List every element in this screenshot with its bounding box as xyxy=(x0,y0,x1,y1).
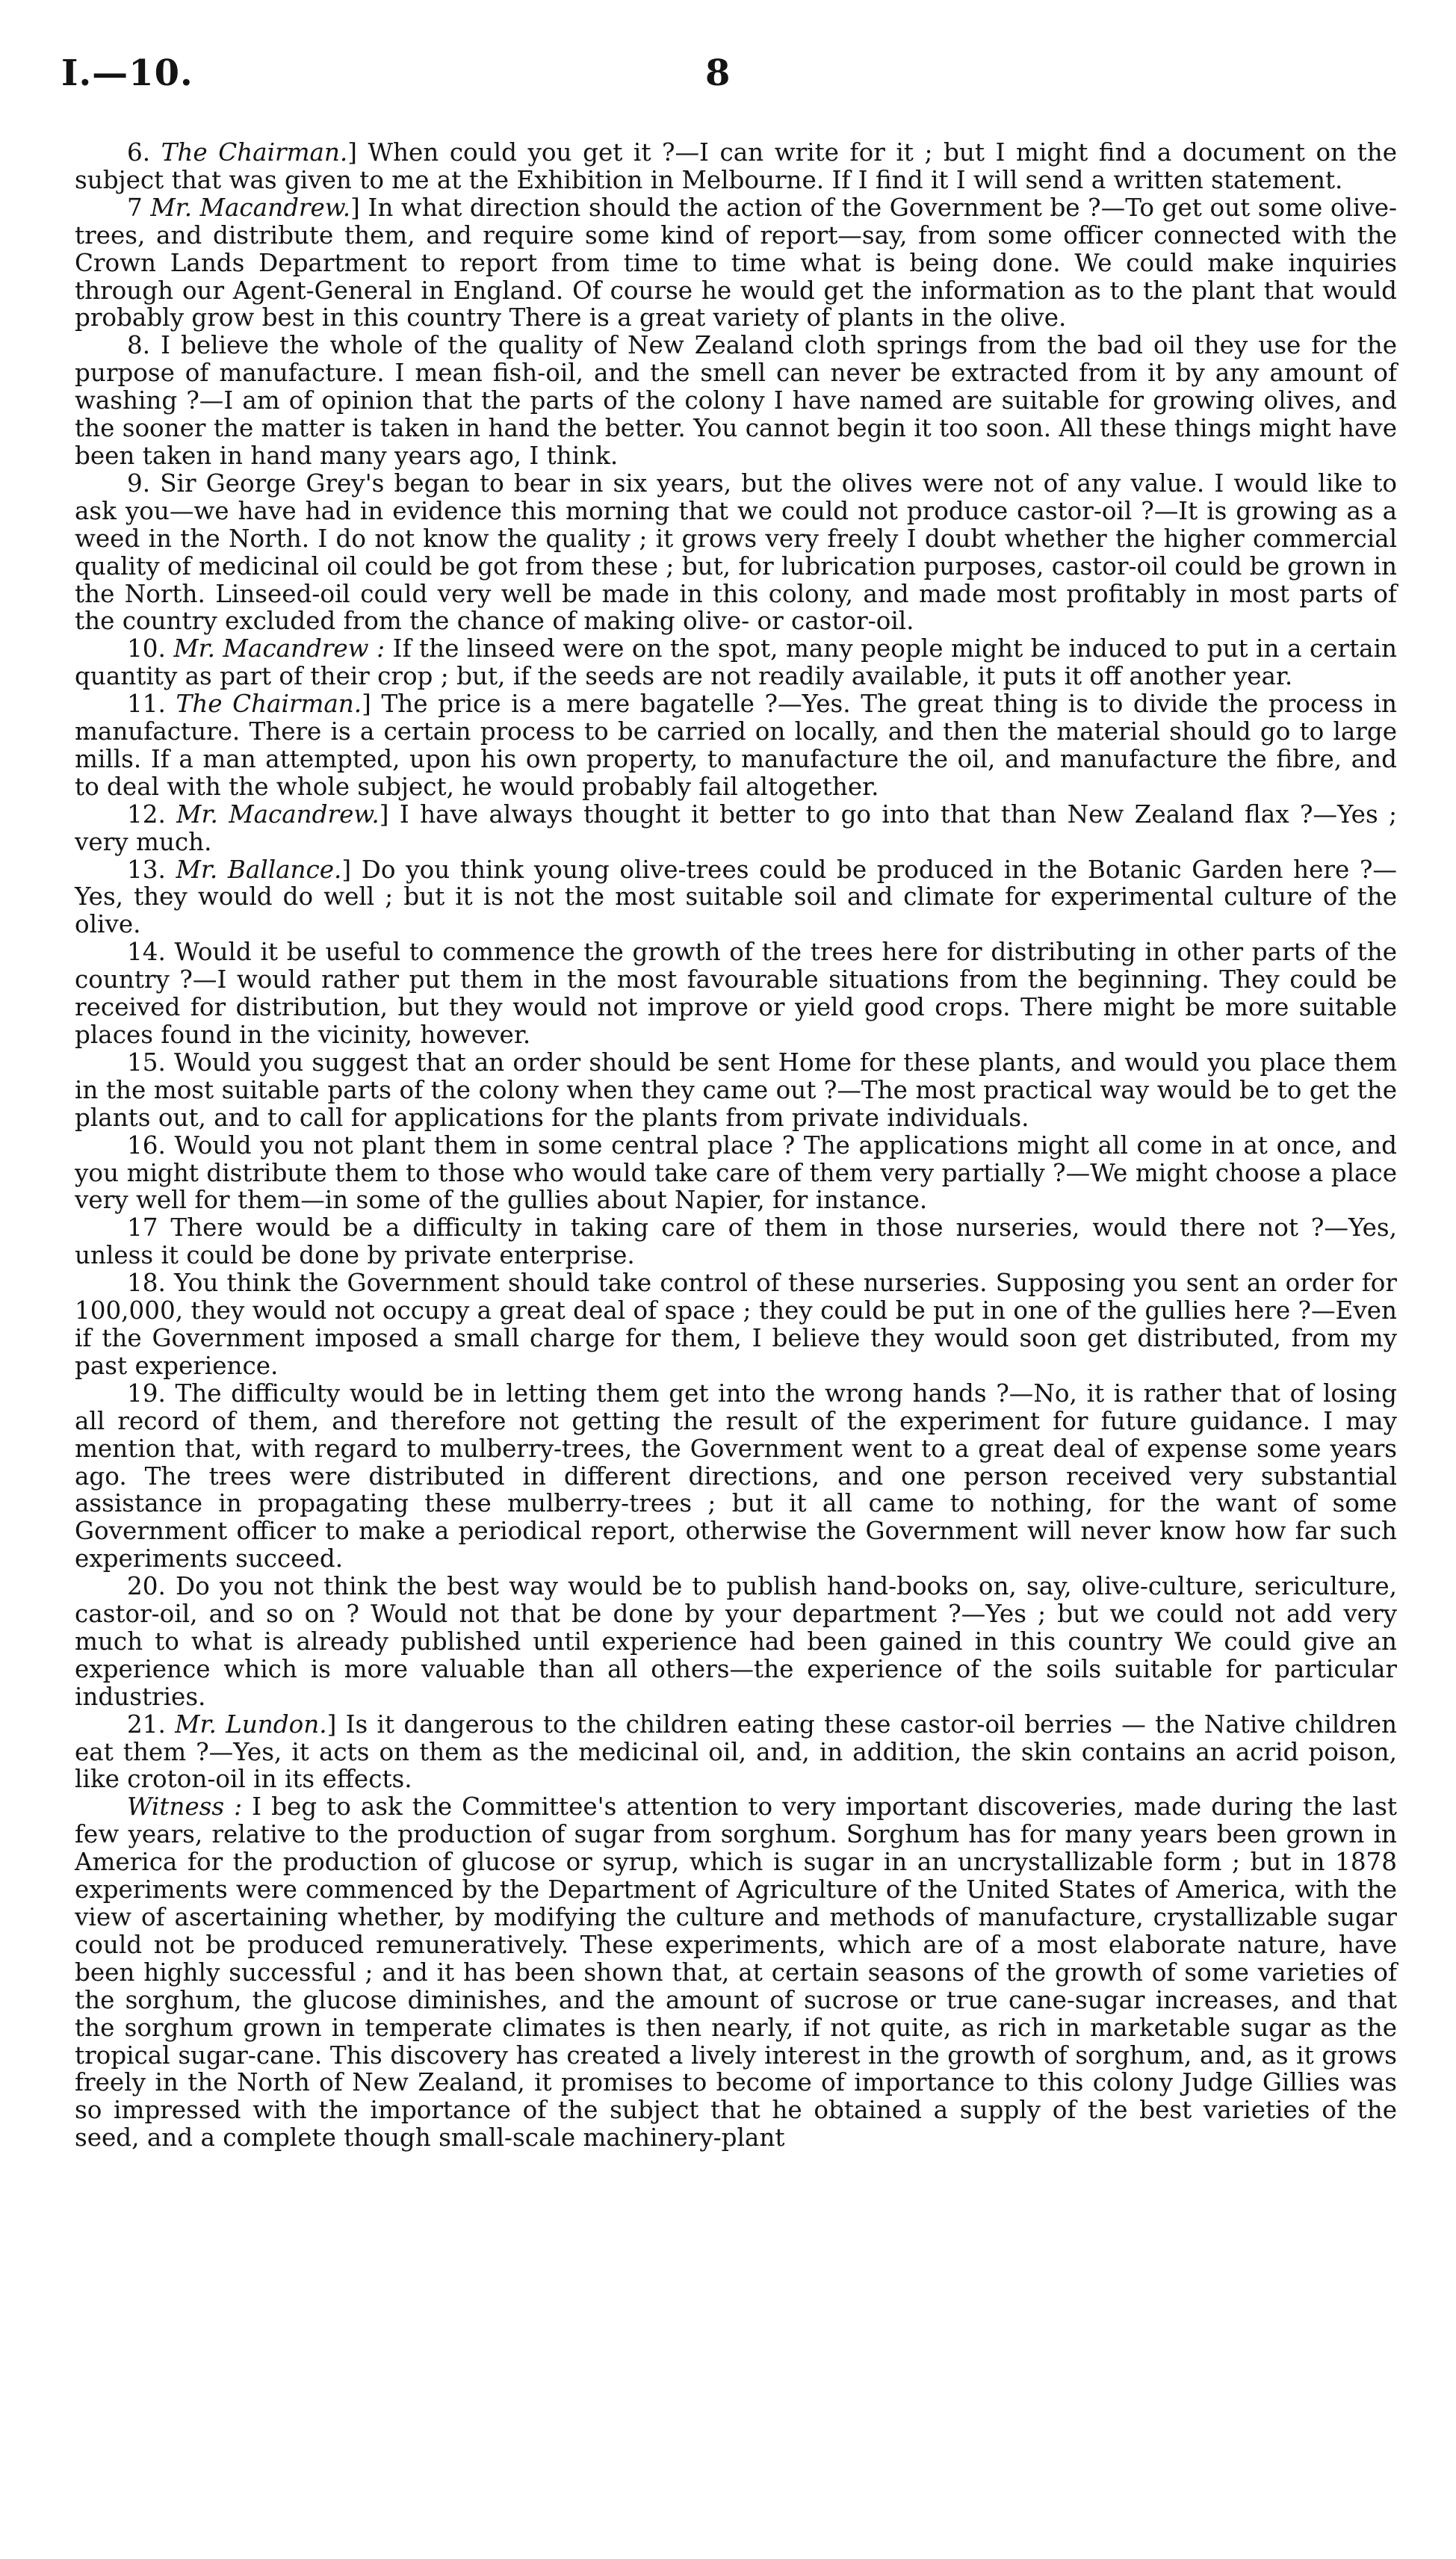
document-reference: I.—10. xyxy=(61,52,193,94)
paragraph-q12 xyxy=(75,801,1397,856)
paragraph-lead: 10. xyxy=(127,634,174,663)
paragraph-text: 17 There would be a difficulty in taking care of them in those nurseries, would there not ?—Yes, unless it could be done by private enterprise. xyxy=(75,1213,1397,1270)
paragraph-text: 14. Would it be useful to commence the growth of the trees here for distributing in other parts of the country ?—I would rather put them in the most favourable situations from the beginning. They could be received for distribution, but they would not improve or yield good crops. There might be more suitable places found in the vicinity, however. xyxy=(75,938,1397,1049)
paragraph-q14 xyxy=(75,938,1397,1049)
paragraph-q19 xyxy=(75,1380,1397,1573)
paragraph-lead: 7 xyxy=(127,193,151,222)
paragraph-q20 xyxy=(75,1573,1397,1711)
paragraph-text: 18. You think the Government should take control of these nurseries. Supposing you sent an order for 100,000, they would not occupy a great deal of space ; they could be put in one of the gullies here ?—Even if the Government imposed a small charge for them, I believe they would soon get distributed, from my past experience. xyxy=(75,1269,1397,1380)
paragraph-witness-statement xyxy=(75,1793,1397,2152)
paragraph-text: 19. The difficulty would be in letting them get into the wrong hands ?—No, it is rather that of losing all record of them, and therefore not getting the result of the experiment for future guidance. I may mention that, with regard to mulberry-trees, the Government went to a great deal of expense some years ago. The trees were distributed in different directions, and one person received very substantial assistance in propagating these mulberry-trees ; but it all came to nothing, for the want of some Government officer to make a periodical report, otherwise the Government will never know how far such experiments succeed. xyxy=(75,1378,1397,1574)
speaker-name: Mr. Macandrew. xyxy=(150,193,351,222)
speaker-name: Mr. Macandrew. xyxy=(176,799,380,829)
paragraph-lead: 13. xyxy=(127,855,176,884)
paragraph-text: ] When could you get it ?—I can write for it ; but I might find a document on the subject that was given to me at the Exhibition in Melbourne. If I find it I will send a written statement. xyxy=(75,138,1397,194)
paragraph-text: 16. Would you not plant them in some central place ? The applications might all come in at once, and you might distribute them to those who would take care of them very partially ?—We might choose a place very well for them—in some of the gullies about Napier, for instance. xyxy=(75,1130,1397,1215)
paragraph-lead: 6. xyxy=(127,138,161,167)
paragraph-text: 8. I believe the whole of the quality of New Zealand cloth springs from the bad oil they use for the purpose of manufacture. I mean fish-oil, and the smell can never be extracted from it by any amount of washing ?—I am of opinion that the parts of the colony I have named are suitable for growing olives, and the sooner the matter is taken in hand the better. You cannot begin it too soon. All these things might have been taken in hand many years ago, I think. xyxy=(75,331,1397,470)
paragraph-text: 15. Would you suggest that an order should be sent Home for these plants, and would you place them in the most suitable parts of the colony when they came out ?—The most practical way would be to get the plants out, and to call for applications for the plants from private individuals. xyxy=(75,1048,1397,1132)
speaker-name: Witness : xyxy=(127,1792,243,1822)
paragraph-q8 xyxy=(75,332,1397,470)
paragraph-text: ] Is it dangerous to the children eating these castor-oil berries — the Native children eat them ?—Yes, it acts on them as the medicinal oil, and, in addition, the skin contains an acrid poison, like croton-oil in its effects. xyxy=(75,1709,1398,1794)
page-header xyxy=(61,52,1395,112)
evidence-text xyxy=(75,139,1397,2152)
speaker-name: Mr. Lundon. xyxy=(175,1709,327,1739)
paragraph-text: 20. Do you not think the best way would be to publish hand-books on, say, olive-culture, sericulture, castor-oil, and so on ? Would not that be done by your department ?—Yes ; but we could not add very much to what is already published until experience had been gained in this country We could give an experience which is more valuable than all others—the experience of the soils suitable for particular industries. xyxy=(75,1572,1397,1711)
paragraph-text: ] The price is a mere bagatelle ?—Yes. The great thing is to divide the process in manufacture. There is a certain process to be carried on locally, and then the material should go to large mills. If a man attempted, upon his own property, to manufacture the oil, and manufacture the fibre, and to deal with the whole subject, he would probably fail altogether. xyxy=(75,690,1397,801)
speaker-name: Mr. Ballance. xyxy=(176,855,342,884)
paragraph-text: ] I have always thought it better to go into that than New Zealand flax ?—Yes ; very much. xyxy=(75,799,1397,856)
paragraph-q9 xyxy=(75,470,1397,635)
speaker-name: The Chairman. xyxy=(161,138,348,167)
paragraph-q18 xyxy=(75,1269,1397,1380)
paragraph-text: ] Do you think young olive-trees could be produced in the Botanic Garden here ?—Yes, they would do well ; but it is not the most suitable soil and climate for experimental culture of the olive. xyxy=(75,855,1397,939)
paragraph-text: 9. Sir George Grey's began to bear in six years, but the olives were not of any value. I would like to ask you—we have had in evidence this morning that we could not produce castor-oil ?—It is growing as a weed in the North. I do not know the quality ; it grows very freely I doubt whether the higher commercial quality of medicinal oil could be got from these ; but, for lubrication purposes, castor-oil could be grown in the North. Linseed-oil could very well be made in this colony, and made most profitably in most parts of the country excluded from the chance of making olive- or castor-oil. xyxy=(75,468,1397,636)
page-number: 8 xyxy=(705,52,731,94)
speaker-name: The Chairman. xyxy=(176,690,362,719)
paragraph-q17 xyxy=(75,1214,1397,1269)
paragraph-q16 xyxy=(75,1132,1397,1215)
paragraph-q15 xyxy=(75,1049,1397,1132)
paragraph-lead: 11. xyxy=(127,690,176,719)
paragraph-text: ] In what direction should the action of the Government be ?—To get out some olive-trees, and distribute them, and require some kind of report—say, from some officer connected with the Crown Lands Department to report from time to time what is being done. We could make inquiries through our Agent-General in England. Of course he would get the information as to the plant that would probably grow best in this country There is a great variety of plants in the olive. xyxy=(75,193,1398,332)
paragraph-q11 xyxy=(75,690,1397,801)
paragraph-lead: 21. xyxy=(127,1709,176,1739)
speaker-name: Mr. Macandrew : xyxy=(173,634,385,663)
paragraph-text: If the linseed were on the spot, many people might be induced to put in a certain quantity as part of their crop ; but, if the seeds are not readily available, it puts it off another year. xyxy=(75,634,1398,691)
paragraph-text: I beg to ask the Committee's attention to very important discoveries, made during the last few years, relative to the production of sugar from sorghum. Sorghum has for many years been grown in America for the production of glucose or syrup, which is sugar in an uncrystallizable form ; but in 1878 experiments were commenced by the Department of Agriculture of the United States of America, with the view of ascertaining whether, by modifying the culture and methods of manufacture, crystallizable sugar could not be produced remuneratively. These experiments, which are of a most elaborate nature, have been highly successful ; and it has been shown that, at certain seasons of the growth of some varieties of the sorghum, the glucose diminishes, and the amount of sucrose or true cane-sugar increases, and that the sorghum grown in temperate climates is then nearly, if not quite, as rich in marketable sugar as the tropical sugar-cane. This discovery has created a lively interest in the growth of sorghum, and, as it grows freely in the North of New Zealand, it promises to become of importance to this colony Judge Gillies was so impressed with the importance of the subject that he obtained a supply of the best varieties of the seed, and a complete though small-scale machinery-plant xyxy=(75,1792,1398,2153)
paragraph-q7 xyxy=(75,194,1397,332)
paragraph-q6 xyxy=(75,139,1397,194)
paragraph-q21 xyxy=(75,1711,1397,1794)
paragraph-lead: 12. xyxy=(127,799,177,829)
paragraph-q13 xyxy=(75,856,1397,939)
paragraph-q10 xyxy=(75,635,1397,690)
